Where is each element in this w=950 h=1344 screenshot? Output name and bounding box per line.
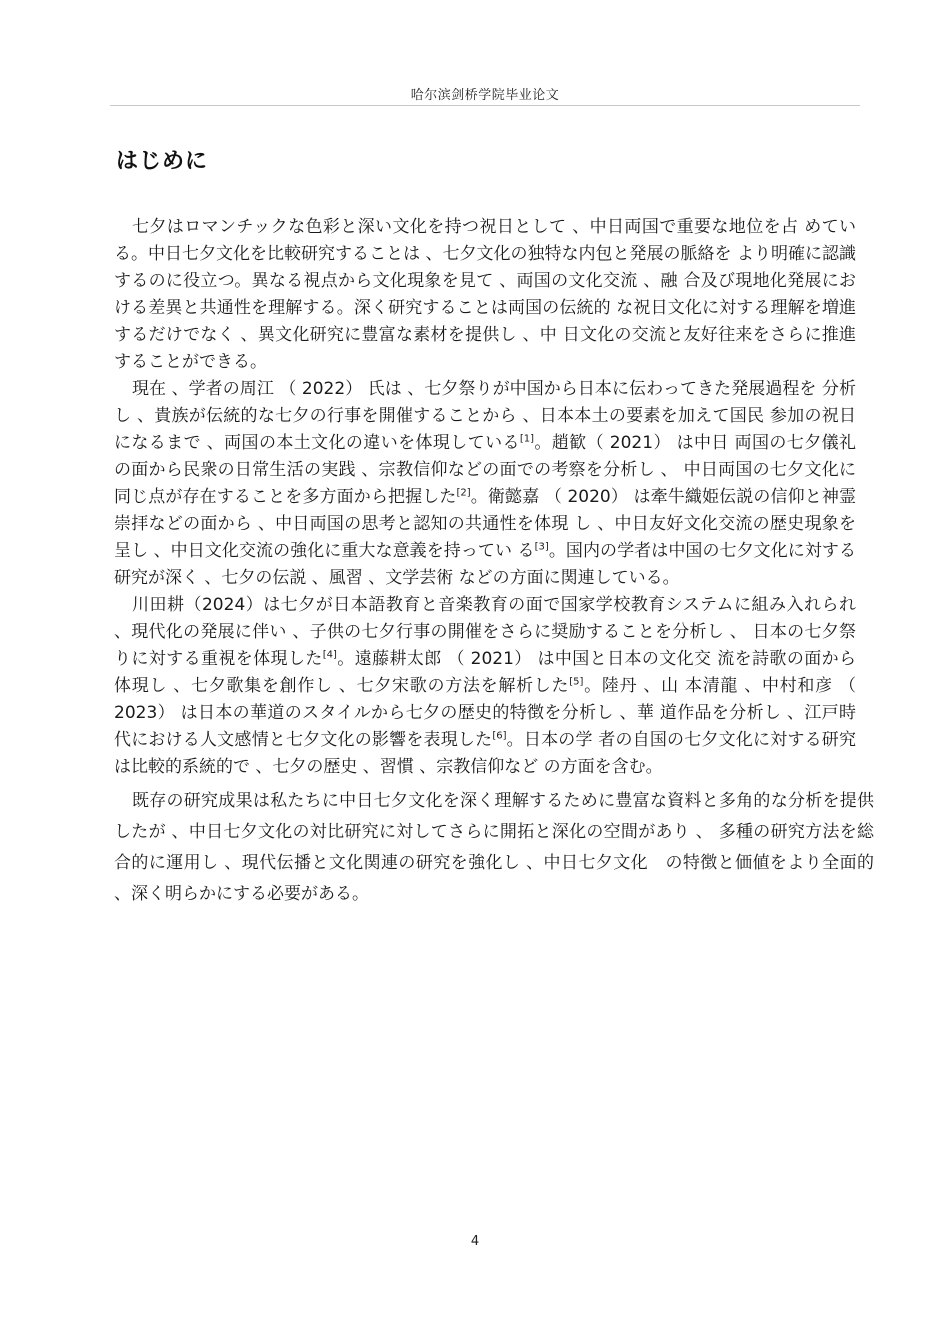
citation-ref-1: [1] [519,433,535,445]
page-number: 4 [470,1234,480,1249]
paragraph-2-text: 現在 、学者の周江 （ 2022） 氏は 、七夕祭りが中国から日本に伝わってきた発展過程を 分析し 、貴族が伝統的な七夕の行事を開催することから 、日本本土の要素を加えて国民 参加の祝日になるまで 、両国の本土文化の違いを体現している [114,379,856,453]
paragraph-1-text: 七夕はロマンチックな色彩と深い文化を持つ祝日として 、中日両国で重要な地位を占 めている。中日七夕文化を比較研究することは 、七夕文化の独特な内包と発展の脈絡を より明確に認識するのに役立つ。異なる視点から文化現象を見て 、両国の文化交流 、融 合及び現地化発展における差異と共通性を理解する。深く研究することは両国の伝統的 な祝日文化に対する理解を増進するだけでなく 、異文化研究に豊富な素材を提供し 、中 日文化の交流と友好往来をさらに推進することができる。 [114,217,856,372]
paragraph-2 [114,376,856,592]
paragraph-3-text: 。遠藤耕太郎 （ 2021） は中国と日本の文化交 流を詩歌の面から体現し 、七夕歌集を創作し 、七夕宋歌の方法を解析した [114,649,856,696]
paragraph-2-text: 。国内の学者は中国の七夕文化に対する研究が深く 、七夕の伝説 、風習 、文学芸術 などの方面に関連している。 [114,541,856,588]
page-header-title: 哈尔滨剑桥学院毕业论文 [410,88,560,103]
citation-ref-3: [3] [534,541,549,553]
citation-ref-2: [2] [456,487,471,499]
paragraph-3-text: 。日本の学 者の自国の七夕文化に対する研究は比較的系統的で 、七夕の歴史 、習慣 、宗教信仰など の方面を含む。 [114,730,857,777]
citation-ref-4: [4] [322,649,337,661]
citation-ref-5: [5] [569,676,584,688]
paragraph-2-text: 。衛懿嘉 （ 2020） は牽牛織姫伝説の信仰と神霊崇拝などの面から 、中日両国の思考と認知の共通性を体現 し 、中日友好文化交流の歴史現象を呈し 、中日文化交流の強化に重大な意義を持ってい る [114,487,857,561]
paragraph-1 [114,214,856,376]
body-text [114,214,874,910]
section-title: はじめに [116,149,209,174]
citation-ref-6: [6] [492,730,507,742]
paragraph-2-text: 。趙歓（ 2021） は中日 両国の七夕儀礼の面から民衆の日常生活の実践 、宗教信仰などの面での考察を分析し 、 中日両国の七夕文化に同じ点が存在することを多方面から把握した [114,433,856,507]
header-divider [110,105,860,106]
paragraph-3-text: 川田耕（2024）は七夕が日本語教育と音楽教育の面で国家学校教育システムに組み入れられ 、現代化の発展に伴い 、子供の七夕行事の開催をさらに奨励することを分析し 、 日本の七夕祭りに対する重視を体現した [114,595,856,669]
paragraph-3-text: 。陸丹 、山 本清龍 、中村和彦 （ 2023） は日本の華道のスタイルから七夕の歴史的特徴を分析し 、華 道作品を分析し 、江戸時代における人文感情と七夕文化の影響を表現した [114,676,856,750]
paragraph-3 [114,592,856,781]
paragraph-4 [114,786,874,910]
paragraph-4-text: 既存の研究成果は私たちに中日七夕文化を深く理解するために豊富な資料と多角的な分析を提供したが 、中日七夕文化の対比研究に対してさらに開拓と深化の空間があり 、 多種の研究方法を総合的に運用し 、現代伝播と文化関連の研究を強化し 、中日七夕文化 の特徴と価値をより全面的 、深く明らかにする必要がある。 [114,791,874,904]
